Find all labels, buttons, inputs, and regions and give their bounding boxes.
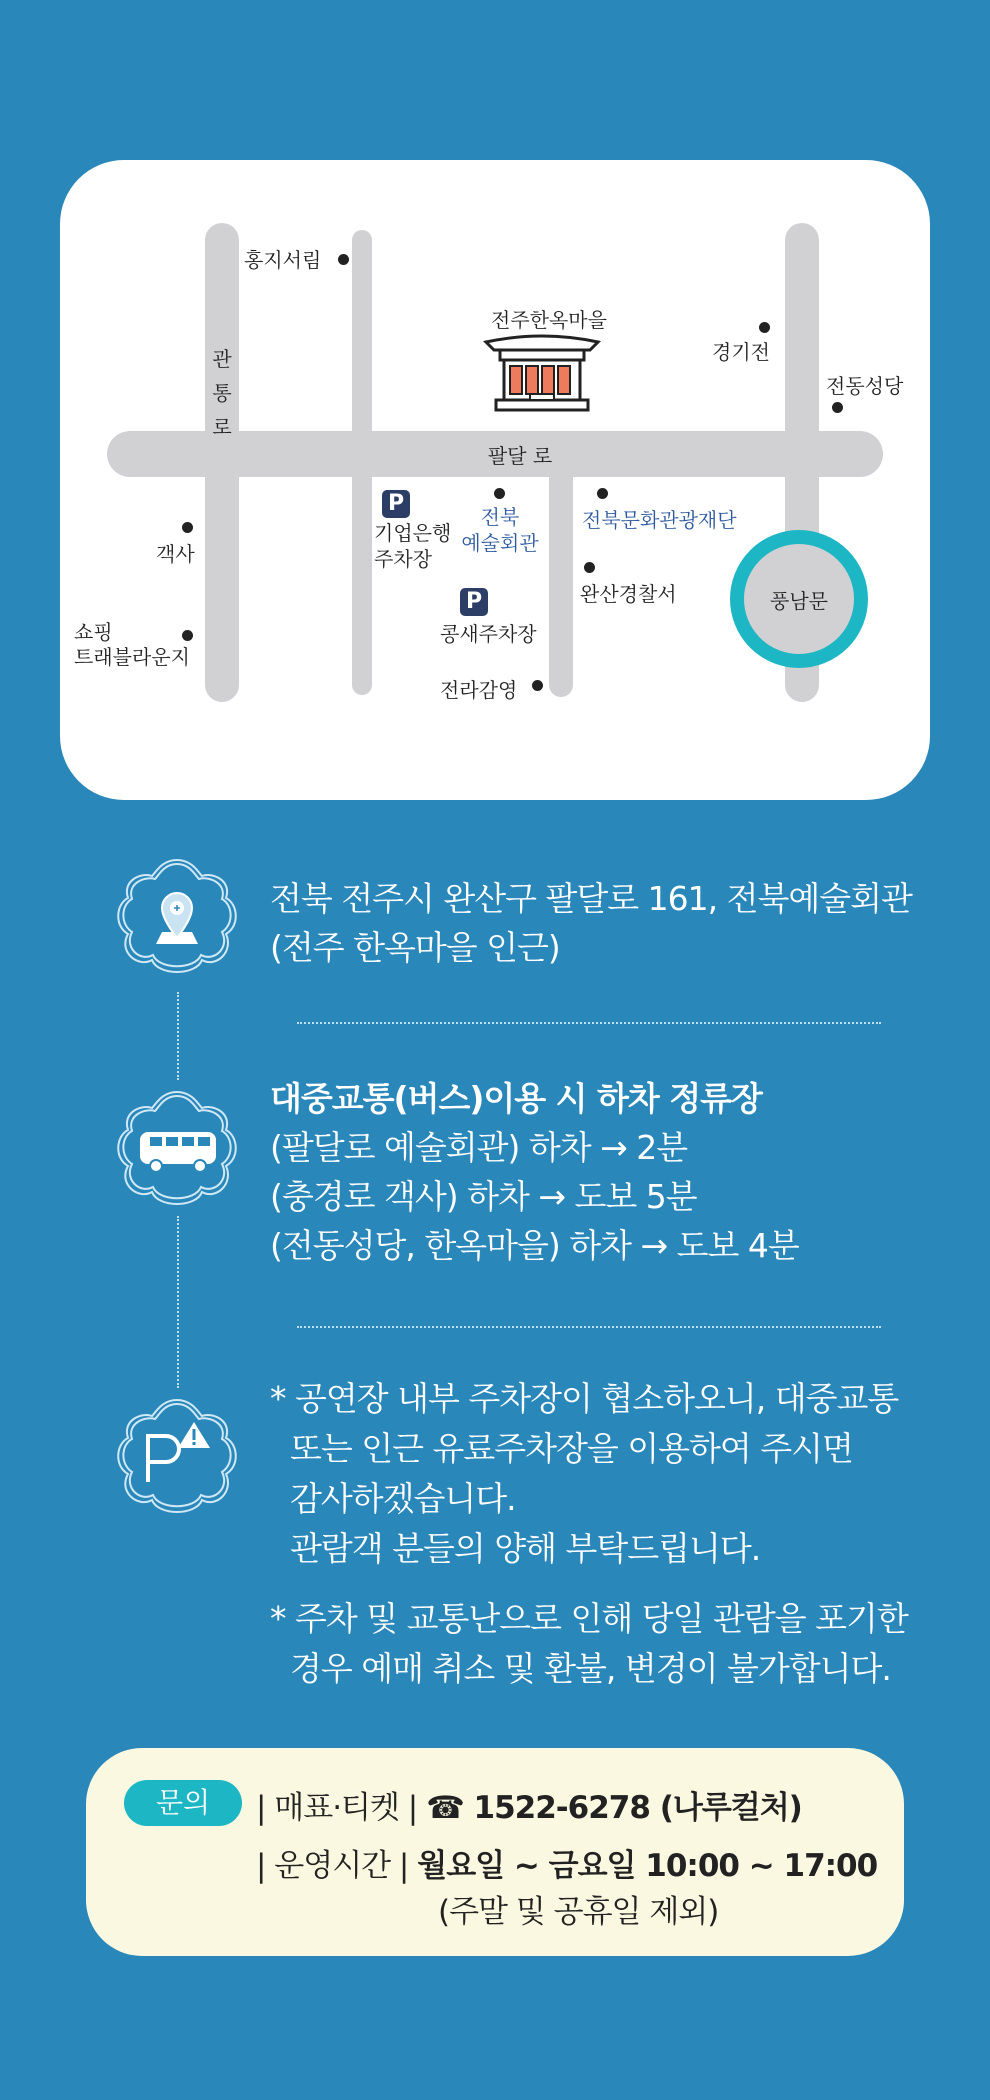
label-police: 완산경찰서 — [580, 582, 677, 606]
hanok-building-icon — [486, 336, 598, 410]
bus-icon — [112, 1084, 242, 1214]
parking-warning-icon — [112, 1392, 242, 1522]
label-gyeonggijeon: 경기전 — [712, 340, 770, 364]
marker-police — [584, 562, 595, 573]
transit-title: 대중교통(버스)이용 시 하차 정류장 — [270, 1079, 762, 1118]
address-text — [270, 874, 912, 972]
address-line1: 전북 전주시 완산구 팔달로 161, 전북예술회관 — [270, 879, 912, 918]
label-jeondong: 전동성당 — [826, 374, 904, 398]
label-hongji: 홍지서림 — [244, 248, 322, 272]
marker-hongji — [338, 254, 349, 265]
hours-label: | 운영시간 | — [256, 1848, 409, 1884]
connector-line — [177, 1216, 179, 1388]
connector-line — [177, 992, 179, 1080]
parking-note-1: * 공연장 내부 주차장이 협소하오니, 대중교통 또는 인근 유료주차장을 이용하여 주시면 감사하겠습니다. 관람객 분들의 양해 부탁드립니다. — [270, 1379, 899, 1568]
divider — [297, 1022, 881, 1024]
location-pin-icon — [112, 852, 242, 982]
hours-row — [256, 1840, 877, 1885]
ticket-label: | 매표·티켓 | — [256, 1790, 418, 1826]
transit-text — [270, 1074, 799, 1270]
marker-gamyeong — [532, 680, 543, 691]
ticket-row — [256, 1782, 802, 1827]
address-line2: (전주 한옥마을 인근) — [270, 928, 560, 967]
label-gwantong-road: 관 통 로 — [212, 347, 232, 439]
parking-note-2: * 주차 및 교통난으로 인해 당일 관람을 포기한 경우 예매 취소 및 환불, 변경이 불가합니다. — [270, 1599, 908, 1688]
label-gamyeong: 전라감영 — [440, 678, 518, 702]
hours-note: (주말 및 공휴일 제외) — [438, 1894, 719, 1930]
map-roads — [60, 160, 930, 800]
marker-gyeonggijeon — [759, 322, 770, 333]
marker-jeondong — [832, 402, 843, 413]
parking-icon-ibk: P — [382, 490, 410, 518]
transit-line: (전동성당, 한옥마을) 하차 → 도보 4분 — [270, 1226, 799, 1265]
label-arts-center: 전북 예술회관 — [461, 505, 539, 555]
contact-badge: 문의 — [124, 1780, 242, 1826]
transit-line: (팔달로 예술회관) 하차 → 2분 — [270, 1128, 688, 1167]
parking-icon-kongsae: P — [460, 588, 488, 616]
hours-value: 월요일 ~ 금요일 10:00 ~ 17:00 — [417, 1848, 878, 1884]
label-shopping: 쇼핑 트래블라운지 — [74, 620, 190, 669]
label-gaeksa: 객사 — [156, 542, 195, 566]
location-map — [60, 160, 930, 800]
phone-number[interactable]: ☎ 1522-6278 (나루컬처) — [426, 1790, 802, 1826]
label-hanok: 전주한옥마을 — [491, 308, 607, 332]
marker-arts-center — [494, 488, 505, 499]
label-kongsae: 콩새주차장 — [440, 622, 537, 646]
divider — [297, 1326, 881, 1328]
pungnammun-marker — [730, 530, 868, 668]
label-paldal-road: 팔달 로 — [487, 444, 553, 468]
marker-culture-foundation — [597, 488, 608, 499]
label-culture-foundation: 전북문화관광재단 — [582, 508, 737, 532]
label-ibk-parking: 기업은행 주차장 — [374, 521, 452, 571]
label-pungnammun: 풍남문 — [770, 588, 828, 613]
transit-line: (충경로 객사) 하차 → 도보 5분 — [270, 1177, 697, 1216]
contact-box — [86, 1748, 904, 1956]
marker-gaeksa — [182, 522, 193, 533]
